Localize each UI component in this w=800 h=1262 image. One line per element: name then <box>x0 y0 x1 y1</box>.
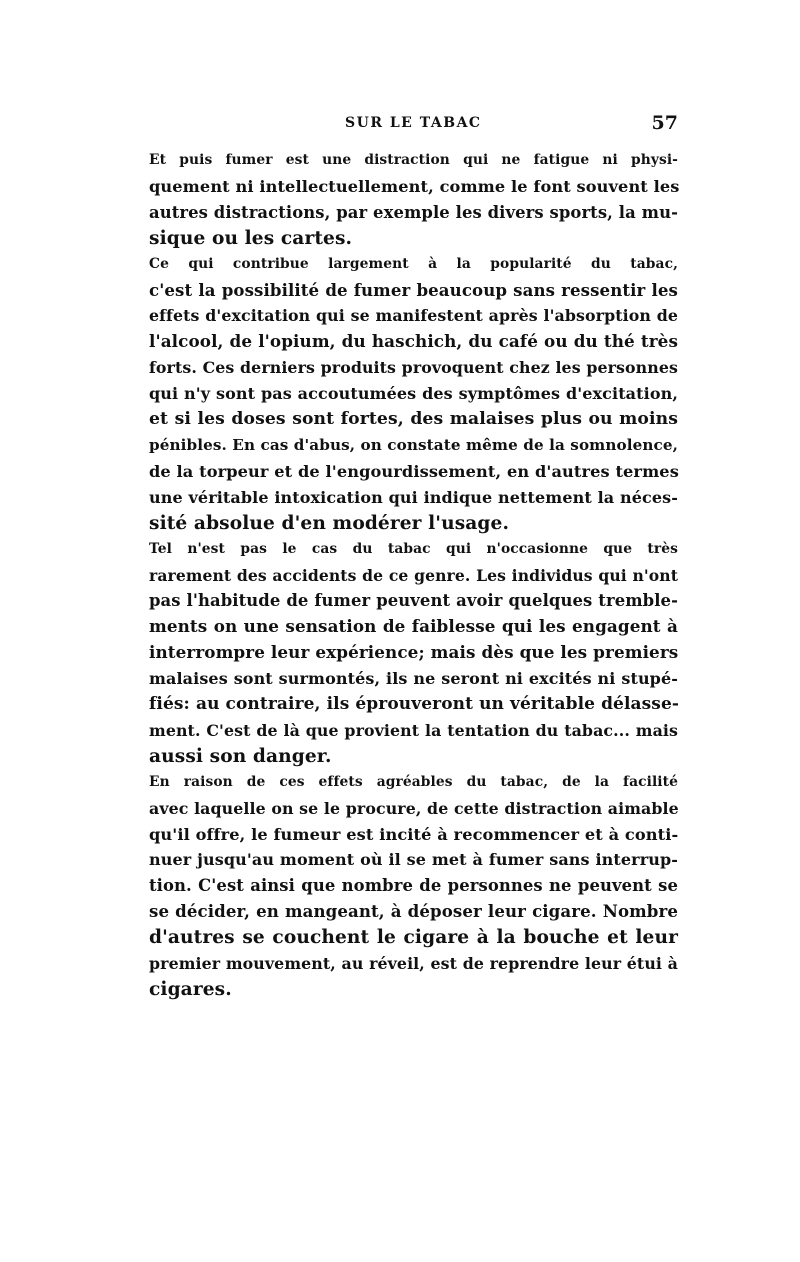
text-line: qui n'y sont pas accoutumées des symptômes d'excitation, <box>149 384 678 404</box>
text-line: sité absolue d'en modérer l'usage. <box>149 512 510 534</box>
body-text <box>132 148 678 1003</box>
text-line: Ce qui contribue largement à la popularité du tabac, <box>149 255 678 272</box>
paragraph <box>132 252 678 537</box>
text-line: effets d'excitation qui se manifestent après l'absorption de <box>149 306 678 326</box>
text-line: d'autres se couchent le cigare à la bouche et leur <box>149 927 678 949</box>
text-line: En raison de ces effets agréables du tabac, de la facilité <box>149 773 678 790</box>
text-line: cigares. <box>149 979 232 1000</box>
text-line: Et puis fumer est une distraction qui ne fatigue ni physi- <box>149 152 678 168</box>
paragraph <box>132 770 678 1003</box>
text-line: l'alcool, de l'opium, du haschich, du café ou du thé très <box>149 331 678 352</box>
text-line: premier mouvement, au réveil, est de reprendre leur étui à <box>149 954 678 974</box>
text-line: autres distractions, par exemple les divers sports, la mu- <box>149 202 679 222</box>
text-line: rarement des accidents de ce genre. Les individus qui n'ont <box>149 565 678 585</box>
text-line: et si les doses sont fortes, des malaises plus ou moins <box>149 409 678 430</box>
text-line: pas l'habitude de fumer peuvent avoir quelques tremble- <box>149 591 678 611</box>
page-number: 57 <box>651 112 678 134</box>
text-line: de la torpeur et de l'engourdissement, en d'autres termes <box>149 461 679 481</box>
text-line: ments on une sensation de faiblesse qui les engagent à <box>149 616 678 637</box>
text-line: pénibles. En cas d'abus, on constate même de la somnolence, <box>149 435 678 454</box>
text-line: ment. C'est de là que provient la tentation du tabac... mais <box>149 720 678 740</box>
text-line: interrompre leur expérience; mais dès que les premiers <box>149 642 679 663</box>
text-line: nuer jusqu'au moment où il se met à fumer sans interrup- <box>149 850 678 870</box>
paragraph <box>132 537 678 770</box>
text-line: malaises sont surmontés, ils ne seront ni excités ni stupé- <box>149 669 678 689</box>
running-title: SUR LE TABAC <box>345 115 482 131</box>
running-head <box>132 112 678 139</box>
text-line: Tel n'est pas le cas du tabac qui n'occasionne que très <box>149 540 678 557</box>
text-line: sique ou les cartes. <box>149 227 353 249</box>
text-line: tion. C'est ainsi que nombre de personnes ne peuvent se <box>149 876 678 896</box>
text-line: aussi son danger. <box>149 745 332 767</box>
text-line: avec laquelle on se le procure, de cette distraction aimable <box>149 798 679 818</box>
text-line: une véritable intoxication qui indique nettement la néces- <box>149 487 678 507</box>
text-line: fiés: au contraire, ils éprouveront un véritable délasse- <box>149 694 680 715</box>
text-line: c'est la possibilité de fumer beaucoup sans ressentir les <box>149 279 678 300</box>
paragraph <box>132 148 678 252</box>
text-line: se décider, en mangeant, à déposer leur cigare. Nombre <box>149 901 678 922</box>
text-line: quement ni intellectuellement, comme le font souvent les <box>149 176 680 196</box>
text-line: qu'il offre, le fumeur est incité à recommencer et à conti- <box>149 824 679 844</box>
text-line: forts. Ces derniers produits provoquent chez les personnes <box>149 358 678 378</box>
